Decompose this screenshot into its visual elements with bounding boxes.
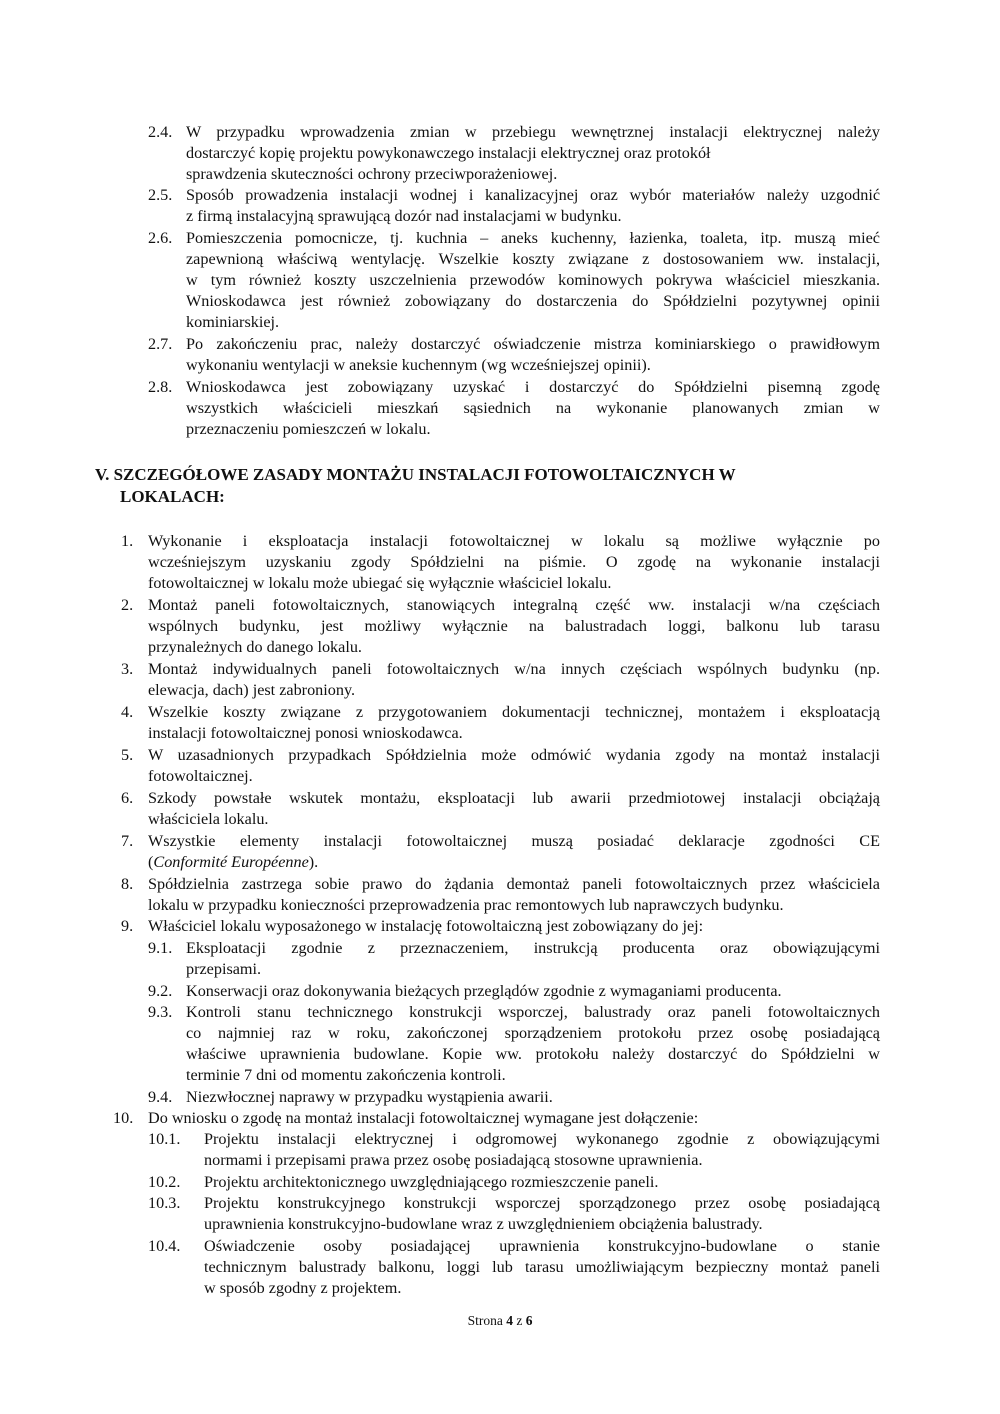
subitem-number: 10.4. xyxy=(148,1237,181,1255)
page-separator: z xyxy=(516,1313,523,1328)
subitem-text: przepisami. xyxy=(186,960,262,978)
current-page-number: 4 xyxy=(506,1313,513,1328)
item-number: 2.5. xyxy=(148,186,173,204)
item-text: Wszelkie koszty związane z przygotowaniem dokumentacji technicznej, montażem i eksploatacją xyxy=(148,703,880,721)
subitem-number: 10.1. xyxy=(148,1130,181,1148)
item-text: Montaż paneli fotowoltaicznych, stanowiących integralną część ww. instalacji w/na częściach xyxy=(148,596,880,614)
subitem-text: uprawnienia konstrukcyjno-budowlane wraz z uwzględnieniem obciążenia balustrady. xyxy=(204,1215,763,1233)
item-text: z firmą instalacyjną sprawującą dozór nad instalacjami w budynku. xyxy=(186,207,622,225)
subitem-number: 9.3. xyxy=(148,1003,173,1021)
total-pages-number: 6 xyxy=(525,1313,533,1328)
item-text: fotowoltaicznej. xyxy=(148,767,253,785)
item-number: 5. xyxy=(121,746,134,764)
item-text: dostarczyć kopię projektu powykonawczego instalacji elektrycznej oraz protokół xyxy=(186,144,711,162)
item-text: Wszystkie elementy instalacji fotowoltaicznej muszą posiadać deklaracje zgodności CE xyxy=(148,832,880,850)
item-text: fotowoltaicznej w lokalu może ubiegać się wyłącznie właściciel lokalu. xyxy=(148,574,612,592)
item-number: 3. xyxy=(121,660,134,678)
item-text: lokalu w przypadku konieczności przeprowadzenia prac remontowych lub naprawczych budynku. xyxy=(148,896,784,914)
item-text: Szkody powstałe wskutek montażu, eksploatacji lub awarii przedmiotowej instalacji obciążają xyxy=(148,789,880,807)
item-text: W przypadku wprowadzenia zmian w przebiegu wewnętrznej instalacji elektrycznej należy xyxy=(186,123,880,141)
item-text: wszystkich właścicieli mieszkań sąsiednich na wykonanie planowanych zmian w xyxy=(186,399,880,417)
item-number: 7. xyxy=(121,832,134,850)
page-footer xyxy=(0,1313,1000,1329)
item-text: w tym również koszty uszczelnienia przewodów kominowych pokrywa właściciel mieszkania. xyxy=(186,271,880,289)
section-heading: V. SZCZEGÓŁOWE ZASADY MONTAŻU INSTALACJI FOTOWOLTAICZNYCH W xyxy=(95,465,736,484)
item-text: Po zakończeniu prac, należy dostarczyć oświadczenie mistrza kominiarskiego o prawidłowym xyxy=(186,335,880,353)
item-number: 2.8. xyxy=(148,378,173,396)
subitem-text: Konserwacji oraz dokonywania bieżących przeglądów zgodnie z wymaganiami producenta. xyxy=(186,982,782,1000)
subitem-number: 10.3. xyxy=(148,1194,181,1212)
page-label: Strona xyxy=(467,1313,503,1328)
item-text: wykonaniu wentylacji w aneksie kuchennym (wg wcześniejszej opinii). xyxy=(186,356,651,374)
item-text xyxy=(148,852,318,872)
item-text: sprawdzenia skuteczności ochrony przeciwporażeniowej. xyxy=(186,165,558,183)
item-number: 2.4. xyxy=(148,123,173,141)
subitem-text: w sposób zgodny z projektem. xyxy=(204,1279,402,1297)
item-text: Sposób prowadzenia instalacji wodnej i kanalizacyjnej oraz wybór materiałów należy uzgodnić xyxy=(186,186,880,204)
item-text: właściciela lokalu. xyxy=(148,810,269,828)
subitem-text: normami i przepisami prawa przez osobę posiadającą stosowne uprawnienia. xyxy=(204,1151,703,1169)
subitem-text: terminie 7 dni od momentu zakończenia kontroli. xyxy=(186,1066,506,1084)
paren-open: ( xyxy=(148,853,154,871)
italic-term: Conformité Européenne xyxy=(153,853,309,871)
item-text: instalacji fotowoltaicznej ponosi wnioskodawca. xyxy=(148,724,463,742)
subitem-text: co najmniej raz w roku, zakończonej sporządzeniem protokołu przez osobę posiadającą xyxy=(186,1024,880,1042)
item-number: 8. xyxy=(121,875,134,893)
item-text: Montaż indywidualnych paneli fotowoltaicznych w/na innych częściach wspólnych budynku (np. xyxy=(148,660,880,678)
subitem-number: 10.2. xyxy=(148,1173,181,1191)
item-number: 2.6. xyxy=(148,229,173,247)
item-text: Wnioskodawca jest również zobowiązany do dostarczenia do Spółdzielni pozytywnej opinii xyxy=(186,292,880,310)
item-text: Do wniosku o zgodę na montaż instalacji fotowoltaicznej wymagane jest dołączenie: xyxy=(148,1109,699,1127)
subitem-number: 9.4. xyxy=(148,1088,173,1106)
item-text: W uzasadnionych przypadkach Spółdzielnia może odmówić wydania zgody na montaż instalacji xyxy=(148,746,880,764)
subitem-text: Oświadczenie osoby posiadającej uprawnienia konstrukcyjno-budowlane o stanie xyxy=(204,1237,880,1255)
item-text: zapewnioną właściwą wentylację. Wszelkie koszty związane z dostosowaniem ww. instalacji, xyxy=(186,250,880,268)
subitem-text: Kontroli stanu technicznego konstrukcji wsporczej, balustrady oraz paneli fotowoltaicznych xyxy=(186,1003,880,1021)
subitem-text: Niezwłocznej naprawy w przypadku wystąpienia awarii. xyxy=(186,1088,553,1106)
item-text: Wnioskodawca jest zobowiązany uzyskać i dostarczyć do Spółdzielni pisemną zgodę xyxy=(186,378,880,396)
subitem-text: Projektu instalacji elektrycznej i odgromowej wykonanego zgodnie z obowiązującymi xyxy=(204,1130,880,1148)
subitem-text: Projektu architektonicznego uwzględniającego rozmieszczenie paneli. xyxy=(204,1173,659,1191)
item-text: wspólnych budynku, jest możliwy wyłącznie na balustradach loggi, balkonu lub tarasu xyxy=(148,617,880,635)
item-number: 9. xyxy=(121,917,134,935)
item-number: 2. xyxy=(121,596,134,614)
item-text: wcześniejszym uzyskaniu zgody Spółdzielni na piśmie. O zgodę na wykonanie instalacji xyxy=(148,553,880,571)
item-number: 10. xyxy=(113,1109,134,1127)
subitem-text: technicznym balustrady balkonu, loggi lub tarasu umożliwiającym bezpieczny montaż paneli xyxy=(204,1258,880,1276)
section-heading: LOKALACH: xyxy=(120,487,225,506)
item-number: 6. xyxy=(121,789,134,807)
item-number: 4. xyxy=(121,703,134,721)
item-text: Wykonanie i eksploatacja instalacji fotowoltaicznej w lokalu są możliwe wyłącznie po xyxy=(148,532,880,550)
subitem-number: 9.1. xyxy=(148,939,173,957)
item-text: Właściciel lokalu wyposażonego w instalację fotowoltaiczną jest zobowiązany do jej: xyxy=(148,917,704,935)
item-text: Pomieszczenia pomocnicze, tj. kuchnia – aneks kuchenny, łazienka, toaleta, itp. muszą mieć xyxy=(186,229,880,247)
item-text: przynależnych do danego lokalu. xyxy=(148,638,362,656)
item-text: kominiarskiej. xyxy=(186,313,280,331)
item-number: 2.7. xyxy=(148,335,173,353)
item-text: Spółdzielnia zastrzega sobie prawo do żądania demontaż paneli fotowoltaicznych przez właściciela xyxy=(148,875,880,893)
paren-close: ). xyxy=(308,853,319,871)
subitem-text: Eksploatacji zgodnie z przeznaczeniem, instrukcją producenta oraz obowiązującymi xyxy=(186,939,880,957)
subitem-number: 9.2. xyxy=(148,982,173,1000)
item-text: przeznaczeniu pomieszczeń w lokalu. xyxy=(186,420,431,438)
subitem-text: właściwe uprawnienia budowlane. Kopie ww. protokołu należy dostarczyć do Spółdzielni w xyxy=(186,1045,880,1063)
item-text: elewacja, dach) jest zabroniony. xyxy=(148,681,356,699)
item-number: 1. xyxy=(121,532,134,550)
subitem-text: Projektu konstrukcyjnego konstrukcji wsporczej sporządzonego przez osobę posiadającą xyxy=(204,1194,880,1212)
